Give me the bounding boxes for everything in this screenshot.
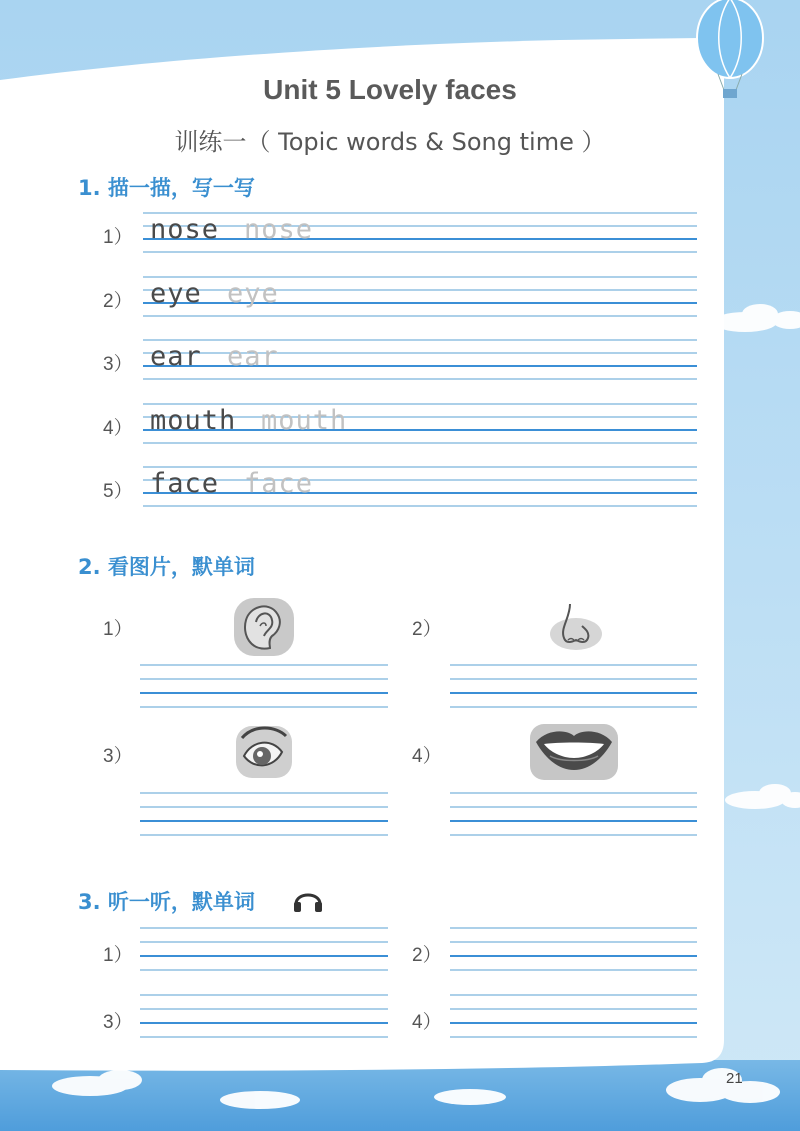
section2-item-4-number: 4）	[412, 746, 442, 767]
section1-trace-word: eye	[227, 278, 279, 309]
ear-picture	[232, 596, 296, 658]
section1-trace-word: nose	[244, 214, 314, 245]
section2-item-2-number: 2）	[412, 619, 442, 640]
page-title: Unit 5 Lovely faces	[263, 74, 517, 105]
section2-heading: 2. 看图片，默单词	[78, 555, 255, 579]
section1-trace-word: ear	[227, 341, 279, 372]
section1-item-number: 4）	[103, 418, 133, 439]
headphones-icon[interactable]	[292, 884, 324, 914]
page-subtitle: 训练一（ Topic words & Song time ）	[174, 128, 606, 156]
section3-item-4-number: 4）	[412, 1012, 442, 1033]
section1-word: nose	[150, 214, 220, 245]
eye-picture	[234, 722, 294, 780]
section1-word: mouth	[150, 405, 237, 436]
section3-item-1-number: 1）	[103, 945, 133, 966]
section1-item-number: 5）	[103, 481, 133, 502]
section1-item-number: 2）	[103, 291, 133, 312]
section1-item-number: 1）	[103, 227, 133, 248]
section3-item-2-number: 2）	[412, 945, 442, 966]
section1-word: ear	[150, 341, 202, 372]
section1-word: eye	[150, 278, 202, 309]
section3-item-3-number: 3）	[103, 1012, 133, 1033]
section3-heading: 3. 听一听，默单词	[78, 890, 255, 914]
section1-trace-word: mouth	[261, 405, 348, 436]
page-number: 21	[726, 1070, 743, 1087]
section2-item-1-number: 1）	[103, 619, 133, 640]
section2-item-3-number: 3）	[103, 746, 133, 767]
mouth-picture	[528, 720, 620, 784]
section1-trace-word: face	[244, 468, 314, 499]
nose-picture	[546, 598, 606, 656]
section1-item-number: 3）	[103, 354, 133, 375]
section1-heading: 1. 描一描，写一写	[78, 176, 255, 200]
section1-word: face	[150, 468, 220, 499]
